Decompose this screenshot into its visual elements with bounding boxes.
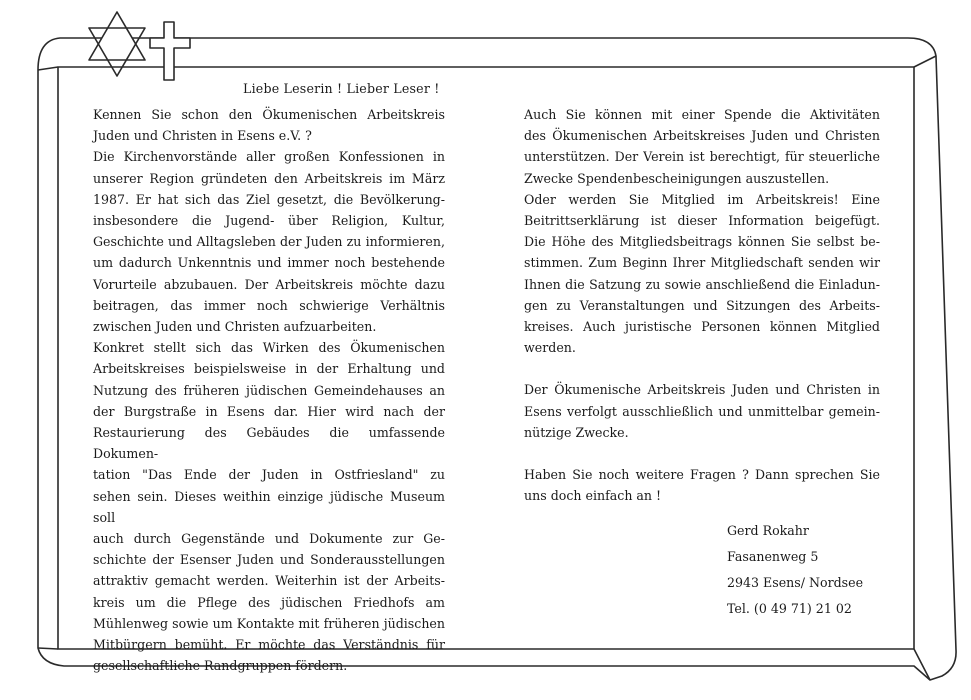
text-line: Vorurteile abzubauen. Der Arbeitskreis möchte dazu [93, 276, 445, 292]
text-line: kreises. Auch juristische Personen können Mitglied [524, 319, 880, 335]
text-line: Esens verfolgt ausschließlich und unmittelbar gemein- [524, 403, 880, 419]
text-line: 1987. Er hat sich das Ziel gesetzt, die Bevölkerung- [93, 191, 445, 207]
contact-address [727, 518, 863, 622]
text-line: schichte der Esenser Juden und Sonderausstellungen [93, 552, 445, 568]
greeting-heading: Liebe Leserin ! Lieber Leser ! [243, 81, 440, 96]
corner-fold-top-right [914, 56, 936, 67]
corner-fold-top-left [38, 67, 58, 70]
text-line: des Ökumenischen Arbeitskreises Juden und Christen [524, 128, 880, 144]
text-line: der Burgstraße in Esens dar. Hier wird nach der [93, 403, 445, 419]
text-line: werden. [524, 340, 576, 356]
text-line: unterstützen. Der Verein ist berechtigt, für steuerliche [524, 149, 880, 165]
text-line: Haben Sie noch weitere Fragen ? Dann sprechen Sie [524, 467, 880, 483]
contact-city: 2943 Esens/ Nordsee [727, 575, 864, 590]
contact-name: Gerd Rokahr [727, 523, 809, 538]
text-line: Auch Sie können mit einer Spende die Aktivitäten [524, 107, 880, 122]
text-line: Nutzung des früheren jüdischen Gemeindehauses an [93, 382, 445, 398]
text-line: Kennen Sie schon den Ökumenischen Arbeitskreis [93, 107, 445, 122]
text-line: Mühlenweg sowie um Kontakte mit früheren jüdischen [93, 615, 445, 631]
text-line: Der Ökumenische Arbeitskreis Juden und Christen in [524, 382, 880, 398]
text-line: Oder werden Sie Mitglied im Arbeitskreis! Eine [524, 191, 880, 207]
text-line: Ihnen die Satzung zu sowie anschließend die Einladun- [524, 276, 880, 292]
corner-fold-bottom-left [38, 648, 58, 649]
text-line: kreis um die Pflege des jüdischen Friedhofs am [93, 594, 445, 610]
text-line: auch durch Gegenstände und Dokumente zur Ge- [93, 531, 445, 547]
text-line [524, 443, 880, 464]
text-line: stimmen. Zum Beginn Ihrer Mitgliedschaft senden wir [524, 255, 880, 271]
text-line: Juden und Christen in Esens e.V. ? [93, 128, 312, 144]
text-line: insbesondere die Jugend- über Religion, Kultur, [93, 213, 445, 229]
text-line: tation "Das Ende der Juden in Ostfriesland" zu [93, 467, 445, 483]
text-line [524, 358, 880, 379]
text-line: sehen sein. Dieses weithin einzige jüdische Museum soll [93, 488, 445, 525]
corner-fold-bottom-right [914, 649, 930, 680]
text-line: Zwecke Spendenbescheinigungen auszustellen. [524, 170, 830, 186]
contact-street: Fasanenweg 5 [727, 549, 819, 564]
text-line: Die Kirchenvorstände aller großen Konfessionen in [93, 149, 445, 165]
text-line: gen zu Veranstaltungen und Sitzungen des Arbeits- [524, 297, 880, 313]
text-line: Die Höhe des Mitgliedsbeitrags können Sie selbst be- [524, 234, 880, 250]
text-line: um dadurch Unkenntnis und immer noch bestehende [93, 255, 445, 271]
text-line: unserer Region gründeten den Arbeitskreis im März [93, 170, 445, 186]
text-line: Mitbürgern bemüht. Er möchte das Verständnis für [93, 637, 445, 653]
text-line: attraktiv gemacht werden. Weiterhin ist der Arbeits- [93, 573, 445, 589]
text-line: nützige Zwecke. [524, 424, 629, 440]
left-text-column [93, 104, 445, 676]
right-text-column [524, 104, 880, 506]
cross-icon [150, 22, 190, 80]
text-line: Konkret stellt sich das Wirken des Ökumenischen [93, 340, 445, 356]
text-line: zwischen Juden und Christen aufzuarbeiten. [93, 319, 377, 335]
text-line: Beitrittserklärung ist dieser Information beigefügt. [524, 213, 880, 229]
text-line: Geschichte und Alltagsleben der Juden zu informieren, [93, 234, 445, 250]
text-line: Arbeitskreises beispielsweise in der Erhaltung und [93, 361, 445, 377]
text-line: beitragen, das immer noch schwierige Verhältnis [93, 297, 445, 313]
text-line: gesellschaftliche Randgruppen fördern. [93, 658, 348, 674]
text-line: Restaurierung des Gebäudes die umfassende Dokumen- [93, 425, 445, 462]
contact-phone: Tel. (0 49 71) 21 02 [727, 601, 852, 616]
text-line: uns doch einfach an ! [524, 488, 662, 504]
